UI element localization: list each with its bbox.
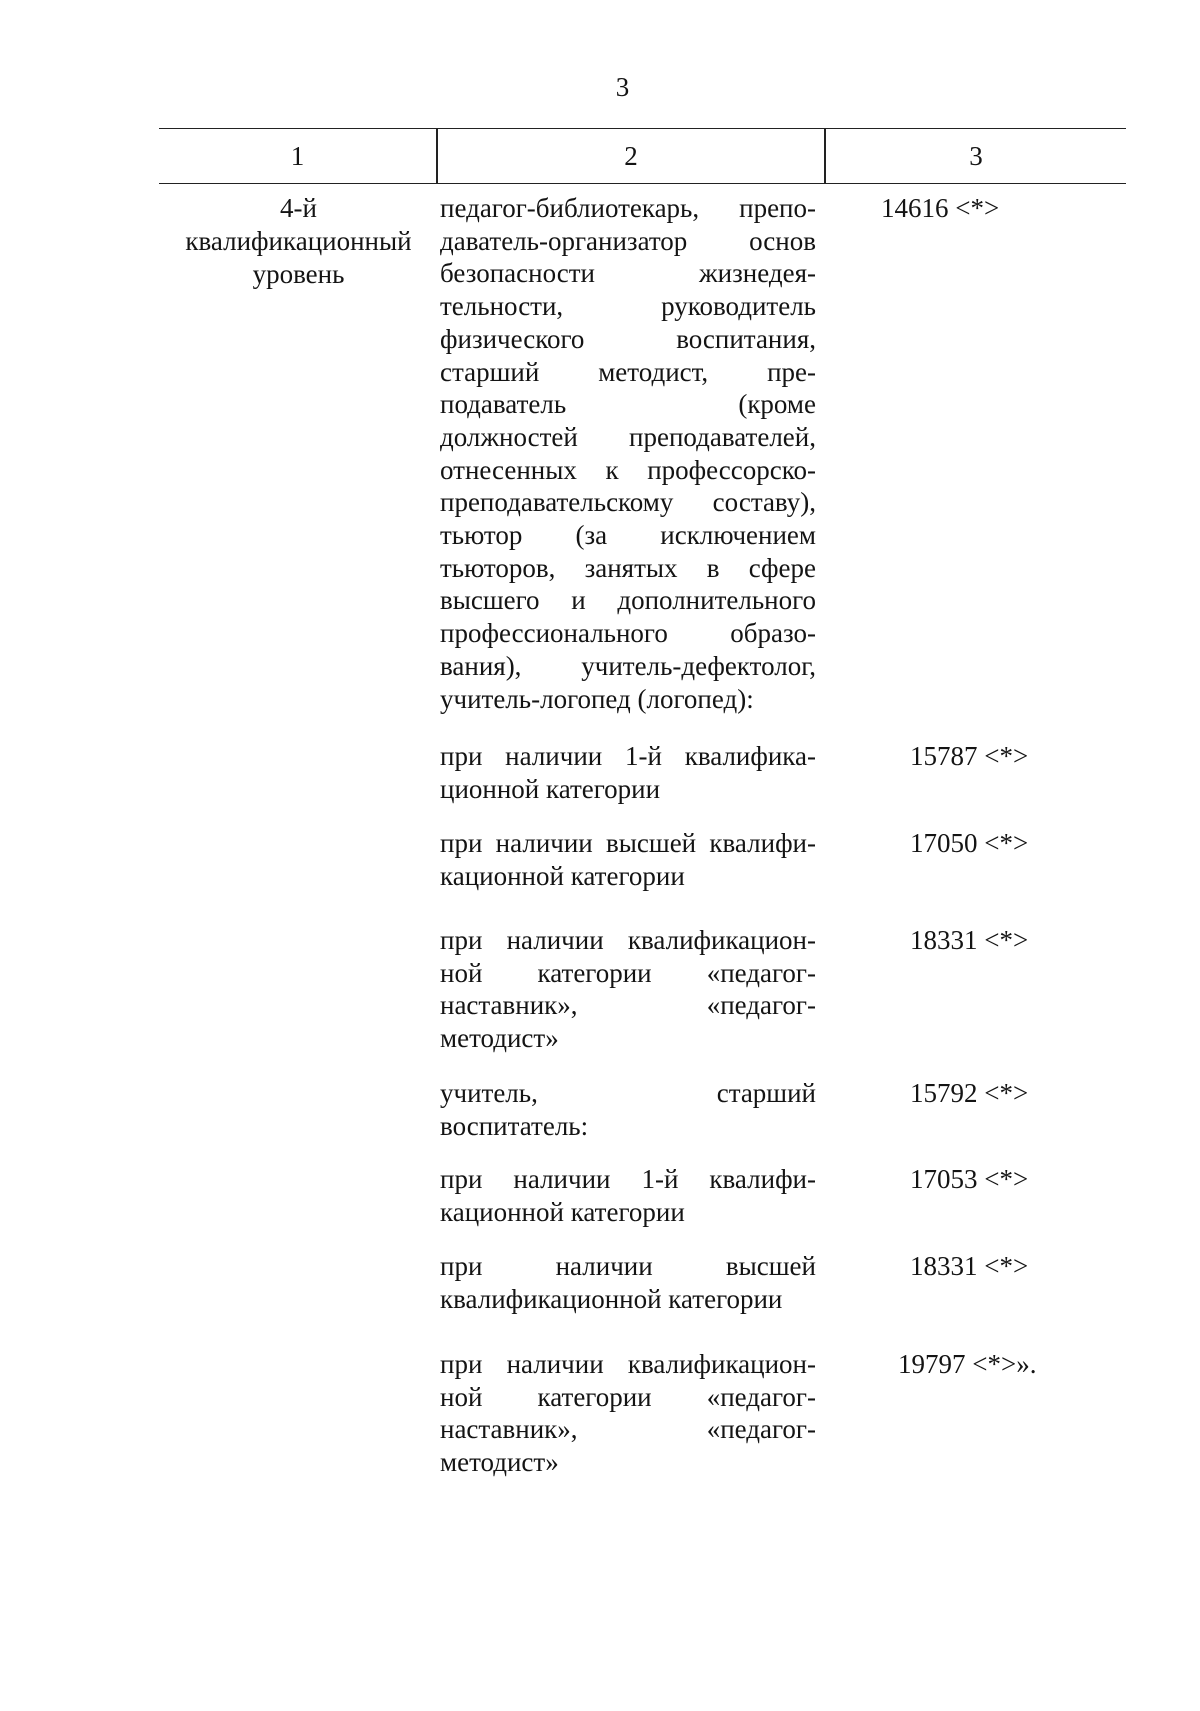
description-line: при наличии квалификацион-	[440, 1349, 816, 1379]
description-line: ной категории «педагог-	[440, 957, 816, 988]
row-description	[440, 1348, 816, 1479]
description-line: учитель-логопед (логопед):	[440, 683, 754, 714]
description-line: воспитатель:	[440, 1110, 589, 1141]
description-line: при наличии квалификацион-	[440, 925, 816, 955]
column-header-1: 1	[290, 141, 305, 171]
description-line: тельности, руководитель	[440, 291, 816, 322]
description-line: методист»	[440, 1023, 559, 1054]
row-salary-value: 14616 <*>	[881, 193, 1000, 223]
description-line: педагог-библиотекарь, препо-	[440, 193, 816, 223]
column-header-2: 2	[624, 141, 638, 171]
description-line: учитель, старший	[440, 1078, 816, 1108]
row-description	[440, 924, 816, 1055]
description-line: кационной категории	[440, 860, 685, 891]
description-line: преподавательскому составу),	[440, 487, 816, 518]
row-salary-value: 19797 <*>».	[898, 1349, 1037, 1379]
description-line: методист»	[440, 1447, 559, 1478]
row-salary-value: 18331 <*>	[910, 1251, 1029, 1281]
description-line: безопасности жизнедея-	[440, 258, 816, 289]
description-line: подаватель (кроме	[440, 389, 816, 420]
row-description	[440, 1163, 816, 1228]
page-number: 3	[615, 72, 630, 102]
description-line: старший методист, пре-	[440, 356, 816, 387]
description-line: ной категории «педагог-	[440, 1381, 816, 1412]
description-line: даватель-организатор основ	[440, 225, 816, 256]
row-description	[440, 192, 816, 715]
description-line: при наличии 1-й квалифика-	[440, 741, 816, 771]
description-line: ционной категории	[440, 773, 661, 804]
row-description	[440, 740, 816, 805]
description-line: кационной категории	[440, 1196, 685, 1227]
row-description	[440, 1250, 816, 1315]
row-salary-value: 15792 <*>	[910, 1078, 1029, 1108]
description-line: вания), учитель-дефектолог,	[440, 650, 816, 681]
description-line: должностей преподавателей,	[440, 421, 816, 452]
description-line: квалификационной категории	[440, 1283, 783, 1314]
description-line: наставник», «педагог-	[440, 990, 816, 1021]
row-salary-value: 15787 <*>	[910, 741, 1029, 771]
column-header-3: 3	[969, 141, 983, 171]
description-line: при наличии 1-й квалифи-	[440, 1164, 816, 1194]
description-line: при наличии высшей квалифи-	[440, 828, 816, 858]
description-line: профессионального образо-	[440, 618, 816, 649]
description-line: физического воспитания,	[440, 323, 816, 354]
table-header	[159, 128, 1126, 184]
description-line: высшего и дополнительного	[440, 585, 816, 616]
row-description	[440, 827, 816, 892]
qualification-level-label: 4-й квалификационный уровень	[185, 193, 412, 289]
description-line: наставник», «педагог-	[440, 1414, 816, 1445]
description-line: тьютор (за исключением	[440, 520, 816, 551]
row-salary-value: 17050 <*>	[910, 828, 1029, 858]
description-line: при наличии высшей	[440, 1251, 816, 1281]
description-line: тьюторов, занятых в сфере	[440, 552, 816, 583]
row-salary-value: 17053 <*>	[910, 1164, 1029, 1194]
row-description	[440, 1077, 816, 1142]
description-line: отнесенных к профессорско-	[440, 454, 816, 485]
row-salary-value: 18331 <*>	[910, 925, 1029, 955]
